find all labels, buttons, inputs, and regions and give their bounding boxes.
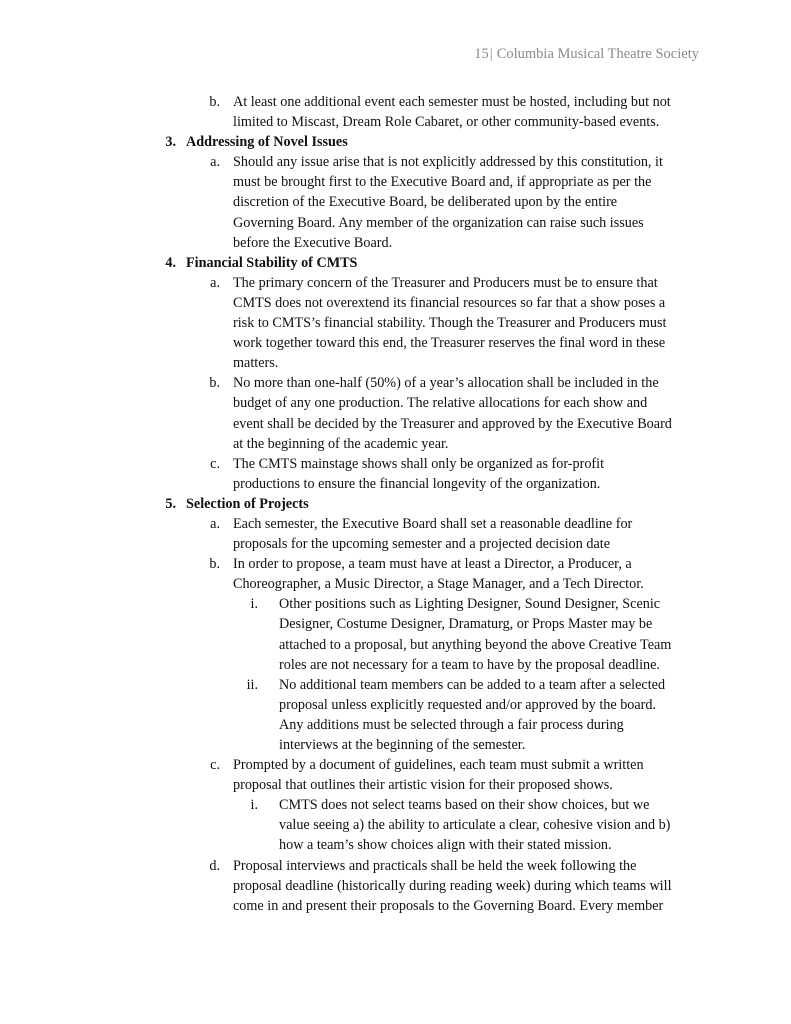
item-marker: i. — [250, 596, 258, 613]
item-marker: c. — [210, 757, 220, 774]
text-line: matters. — [233, 355, 279, 372]
text-line: Selection of Projects — [186, 495, 309, 512]
text-line: Addressing of Novel Issues — [186, 134, 348, 151]
item-text — [186, 253, 791, 273]
text-line: budget of any one production. The relative allocations for each show and — [233, 395, 648, 412]
text-line: come in and present their proposals to the Governing Board. Every member — [233, 897, 664, 914]
item-text — [233, 554, 791, 594]
text-line: At least one additional event each semester must be hosted, including but not — [233, 94, 671, 110]
item-marker: 5. — [165, 495, 176, 512]
outline-subitem — [0, 675, 791, 755]
text-line: event shall be decided by the Treasurer and approved by the Executive Board — [233, 415, 672, 432]
item-text — [233, 454, 791, 494]
item-marker: i. — [250, 797, 258, 814]
text-line: roles are not necessary for a team to have by the proposal deadline. — [279, 656, 660, 673]
text-line: CMTS does not select teams based on their show choices, but we — [279, 797, 650, 814]
text-line: No more than one-half (50%) of a year’s allocation shall be included in the — [233, 375, 659, 392]
text-line: how a team’s show choices align with their stated mission. — [279, 837, 612, 854]
item-text — [233, 273, 791, 373]
item-marker: 3. — [165, 134, 176, 151]
text-line: discretion of the Executive Board, be deliberated upon by the entire — [233, 194, 618, 211]
header-separator: | — [489, 46, 493, 62]
section-heading — [0, 253, 791, 273]
text-line: Other positions such as Lighting Designer, Sound Designer, Scenic — [279, 596, 661, 613]
outline-item — [0, 373, 791, 453]
item-marker: d. — [209, 857, 220, 874]
text-line: limited to Miscast, Dream Role Cabaret, or other community-based events. — [233, 114, 660, 131]
text-line: value seeing a) the ability to articulate a clear, cohesive vision and b) — [279, 817, 671, 834]
text-line: Any additions must be selected through a fair process during — [279, 716, 624, 733]
text-line: at the beginning of the academic year. — [233, 435, 449, 452]
item-text — [233, 92, 791, 132]
text-line: risk to CMTS’s financial stability. Though the Treasurer and Producers must — [233, 315, 667, 332]
text-line: interviews at the beginning of the semester. — [279, 737, 526, 753]
text-line: proposal that outlines their artistic vision for their proposed shows. — [233, 777, 613, 794]
item-text — [233, 514, 791, 554]
section-heading — [0, 494, 791, 514]
item-text — [233, 755, 791, 795]
item-text — [279, 594, 791, 674]
text-line: proposals for the upcoming semester and a projected decision date — [233, 536, 611, 553]
item-marker: c. — [210, 455, 220, 472]
section-heading — [0, 132, 791, 152]
text-line: Proposal interviews and practicals shall be held the week following the — [233, 857, 637, 874]
text-line: attached to a proposal, but anything beyond the above Creative Team — [279, 636, 672, 653]
outline-subitem — [0, 594, 791, 674]
text-line: No additional team members can be added to a team after a selected — [279, 676, 666, 693]
text-line: work together toward this end, the Treasurer reserves the final word in these — [233, 335, 666, 352]
document-title: Columbia Musical Theatre Society — [496, 46, 699, 62]
text-line: Each semester, the Executive Board shall set a reasonable deadline for — [233, 515, 633, 532]
item-text — [279, 675, 791, 755]
item-text — [233, 856, 791, 916]
text-line: Governing Board. Any member of the organization can raise such issues — [233, 214, 644, 231]
text-line: before the Executive Board. — [233, 234, 393, 251]
item-marker: a. — [210, 274, 220, 291]
item-marker: b. — [209, 94, 220, 110]
item-marker: a. — [210, 515, 220, 532]
item-text — [186, 132, 791, 152]
outline-item — [0, 454, 791, 494]
outline-item — [0, 856, 791, 916]
page-number: 15 — [474, 46, 489, 62]
outline-item — [0, 755, 791, 795]
document-body — [0, 92, 791, 916]
text-line: must be brought first to the Executive Board and, if appropriate as per the — [233, 174, 652, 191]
item-text — [279, 795, 791, 855]
item-text — [233, 373, 791, 453]
item-marker: b. — [209, 556, 220, 573]
item-text — [233, 152, 791, 252]
item-text — [186, 494, 791, 514]
item-marker: b. — [209, 375, 220, 392]
text-line: Financial Stability of CMTS — [186, 254, 358, 271]
outline-item — [0, 554, 791, 594]
text-line: In order to propose, a team must have at least a Director, a Producer, a — [233, 556, 632, 573]
text-line: The primary concern of the Treasurer and Producers must be to ensure that — [233, 274, 658, 291]
outline-item — [0, 152, 791, 252]
outline-subitem — [0, 795, 791, 855]
text-line: Prompted by a document of guidelines, each team must submit a written — [233, 757, 644, 774]
text-line: Designer, Costume Designer, Dramaturg, or Props Master may be — [279, 616, 653, 633]
text-line: proposal deadline (historically during reading week) during which teams will — [233, 877, 672, 894]
outline-item — [0, 273, 791, 373]
page-header — [474, 46, 699, 63]
item-marker: 4. — [165, 254, 176, 271]
text-line: The CMTS mainstage shows shall only be organized as for-profit — [233, 455, 605, 472]
text-line: proposal unless explicitly requested and/or approved by the board. — [279, 696, 657, 713]
outline-item — [0, 514, 791, 554]
item-marker: ii. — [246, 676, 258, 693]
text-line: Should any issue arise that is not explicitly addressed by this constitution, it — [233, 154, 663, 171]
text-line: Choreographer, a Music Director, a Stage Manager, and a Tech Director. — [233, 576, 644, 593]
outline-item — [0, 92, 791, 132]
text-line: productions to ensure the financial longevity of the organization. — [233, 475, 601, 492]
text-line: CMTS does not overextend its financial resources so far that a show poses a — [233, 294, 666, 311]
item-marker: a. — [210, 154, 220, 171]
